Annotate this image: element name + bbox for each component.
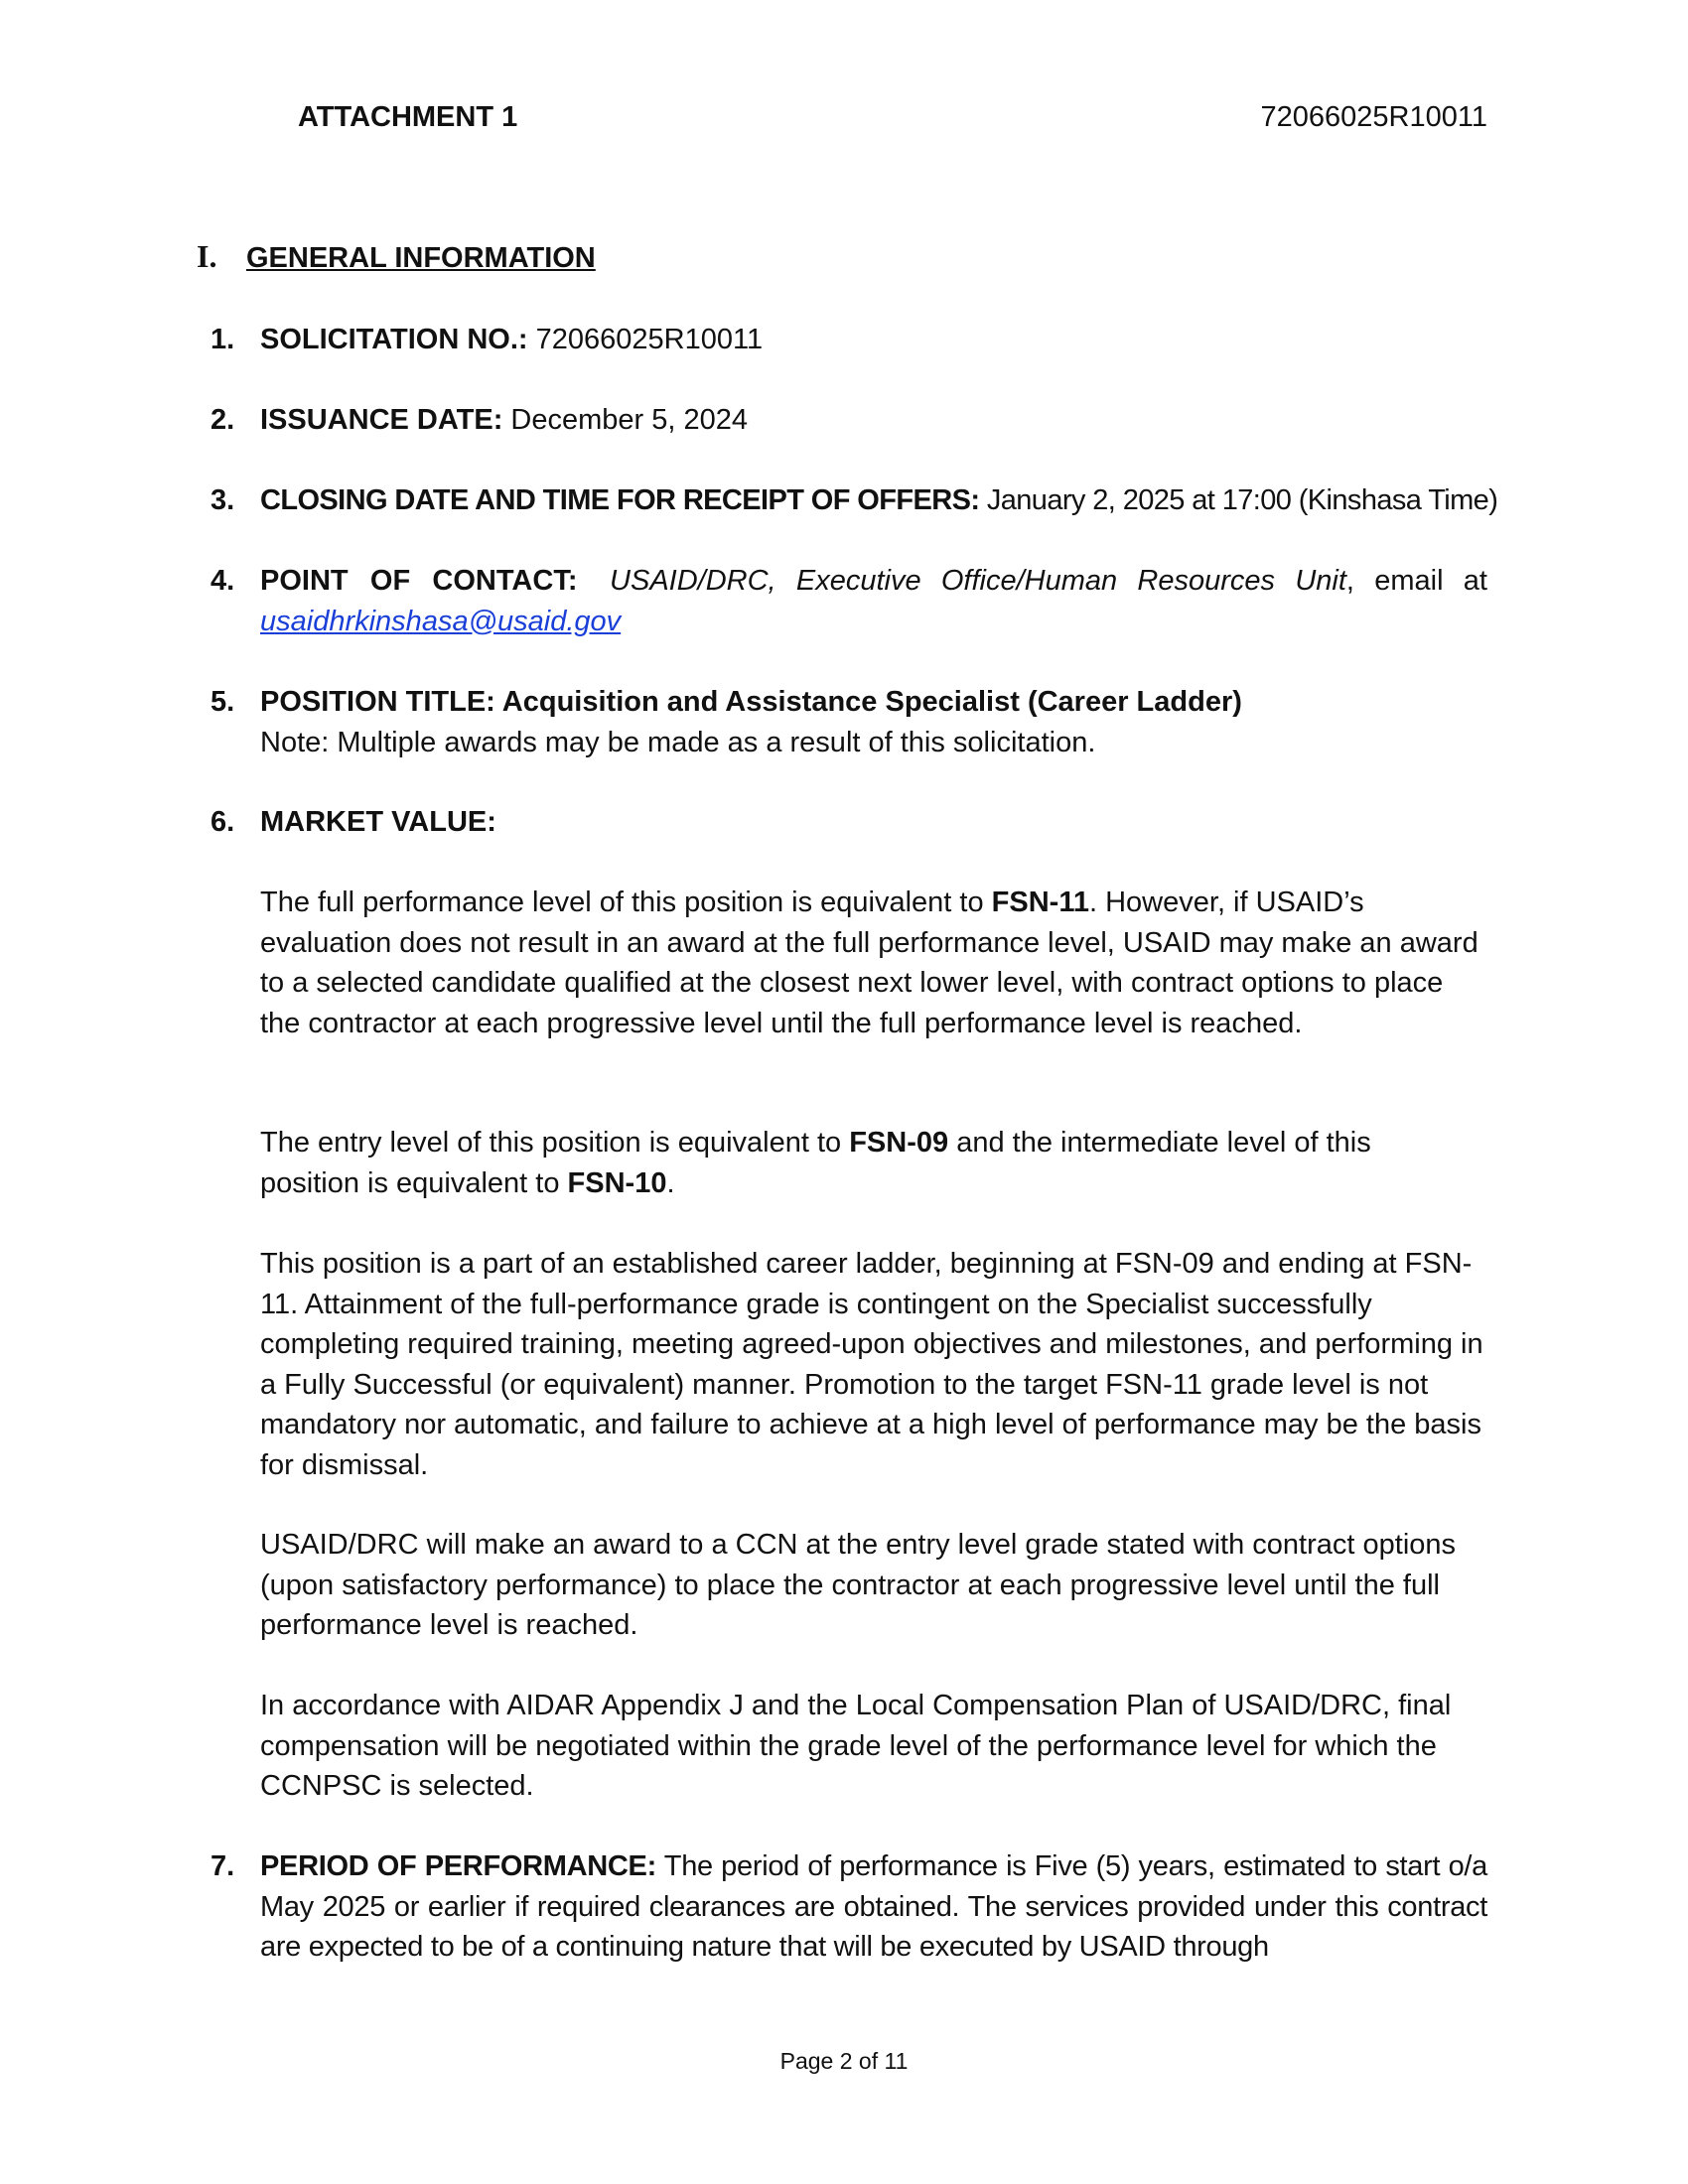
text-run: The entry level of this position is equivalent to [260, 1127, 850, 1159]
text-run: . However, if USAID’s evaluation does not result in an award at the full performance level, USAID may make an award to a selected candidate qualified at the closest next lower level, with contract options to place the contractor at each progressive level until the full performance level is reached. [260, 887, 1478, 1039]
text-run: The full performance level of this position is equivalent to [260, 887, 992, 918]
grade-fsn-10: FSN-10 [567, 1166, 667, 1199]
item-value: January 2, 2025 at 17:00 (Kinshasa Time) [979, 484, 1498, 516]
item-number: 7. [211, 1850, 235, 1882]
item-label: MARKET VALUE: [260, 806, 496, 838]
item-number: 4. [211, 565, 235, 597]
item-label: ISSUANCE DATE: [260, 404, 503, 436]
market-paragraph-3: This position is a part of an established career ladder, beginning at FSN-09 and ending at FSN-11. Attainment of the full-performance grade is contingent on the Specialist successfully completing required training, meeting agreed-upon objectives and milestones, and performing in a Fully Successful (or equivalent) manner. Promotion to the target FSN-11 grade level is not mandatory nor automatic, and failure to achieve at a high level of performance may be the basis for dismissal. [260, 1248, 1483, 1481]
item-number: 1. [211, 324, 235, 355]
item-value: December 5, 2024 [502, 404, 749, 436]
section-heading [197, 238, 596, 275]
contact-line [260, 561, 1487, 602]
page-number: Page 2 of 11 [779, 2048, 909, 2074]
position-note: Note: Multiple awards may be made as a result of this solicitation. [260, 726, 1096, 758]
grade-fsn-09: FSN-09 [849, 1127, 949, 1159]
item-label: POSITION TITLE: Acquisition and Assistance Specialist (Career Ladder) [260, 686, 1242, 718]
market-paragraph-2 [260, 1123, 1452, 1203]
contact-office: USAID/DRC, Executive Office/Human Resources Unit [610, 565, 1346, 597]
item-label: CLOSING DATE AND TIME FOR RECEIPT OF OFFERS: [260, 484, 980, 516]
item-issuance-date [211, 400, 1487, 441]
item-market-value [211, 802, 1487, 843]
item-period-of-performance [211, 1846, 1487, 1968]
text-run: . [666, 1166, 675, 1199]
section-numeral: I. [197, 238, 217, 274]
item-label: PERIOD OF PERFORMANCE: [260, 1850, 656, 1882]
item-label: SOLICITATION NO.: [260, 324, 528, 355]
item-value: 72066025R10011 [527, 324, 764, 355]
item-number: 3. [211, 484, 235, 516]
solicitation-ref-header: 72066025R10011 [1260, 101, 1487, 133]
item-position-title [211, 682, 1487, 762]
item-closing-date [211, 480, 1498, 521]
market-paragraph-4: USAID/DRC will make an award to a CCN at the entry level grade stated with contract options (upon satisfactory performance) to place the contractor at each progressive level until the full performance level is reached. [260, 1529, 1457, 1641]
item-point-of-contact [211, 561, 1487, 641]
item-number: 6. [211, 806, 235, 838]
period-text: The period of performance is Five (5) years, estimated to start o/a May 2025 or earlier if required clearances are obtained. The services provided under this contract are expected to be of a continuing nature that will be executed by USAID through [260, 1850, 1487, 1963]
contact-email-link[interactable]: usaidhrkinshasa@usaid.gov [260, 605, 622, 637]
contact-email-prefix: , email at [1345, 565, 1487, 597]
item-solicitation [211, 320, 1487, 360]
item-number: 2. [211, 404, 235, 436]
market-paragraph-5: In accordance with AIDAR Appendix J and the Local Compensation Plan of USAID/DRC, final compensation will be negotiated within the grade level of the performance level for which the CCNPSC is selected. [260, 1690, 1452, 1802]
market-paragraph-1 [260, 883, 1481, 1043]
section-title: GENERAL INFORMATION [246, 242, 596, 274]
attachment-label: ATTACHMENT 1 [298, 101, 518, 133]
item-label: POINT OF CONTACT: [260, 565, 578, 597]
text-run: and the intermediate level of this position is equivalent to [260, 1127, 1371, 1199]
item-number: 5. [211, 686, 235, 718]
grade-fsn-11: FSN-11 [991, 887, 1089, 918]
